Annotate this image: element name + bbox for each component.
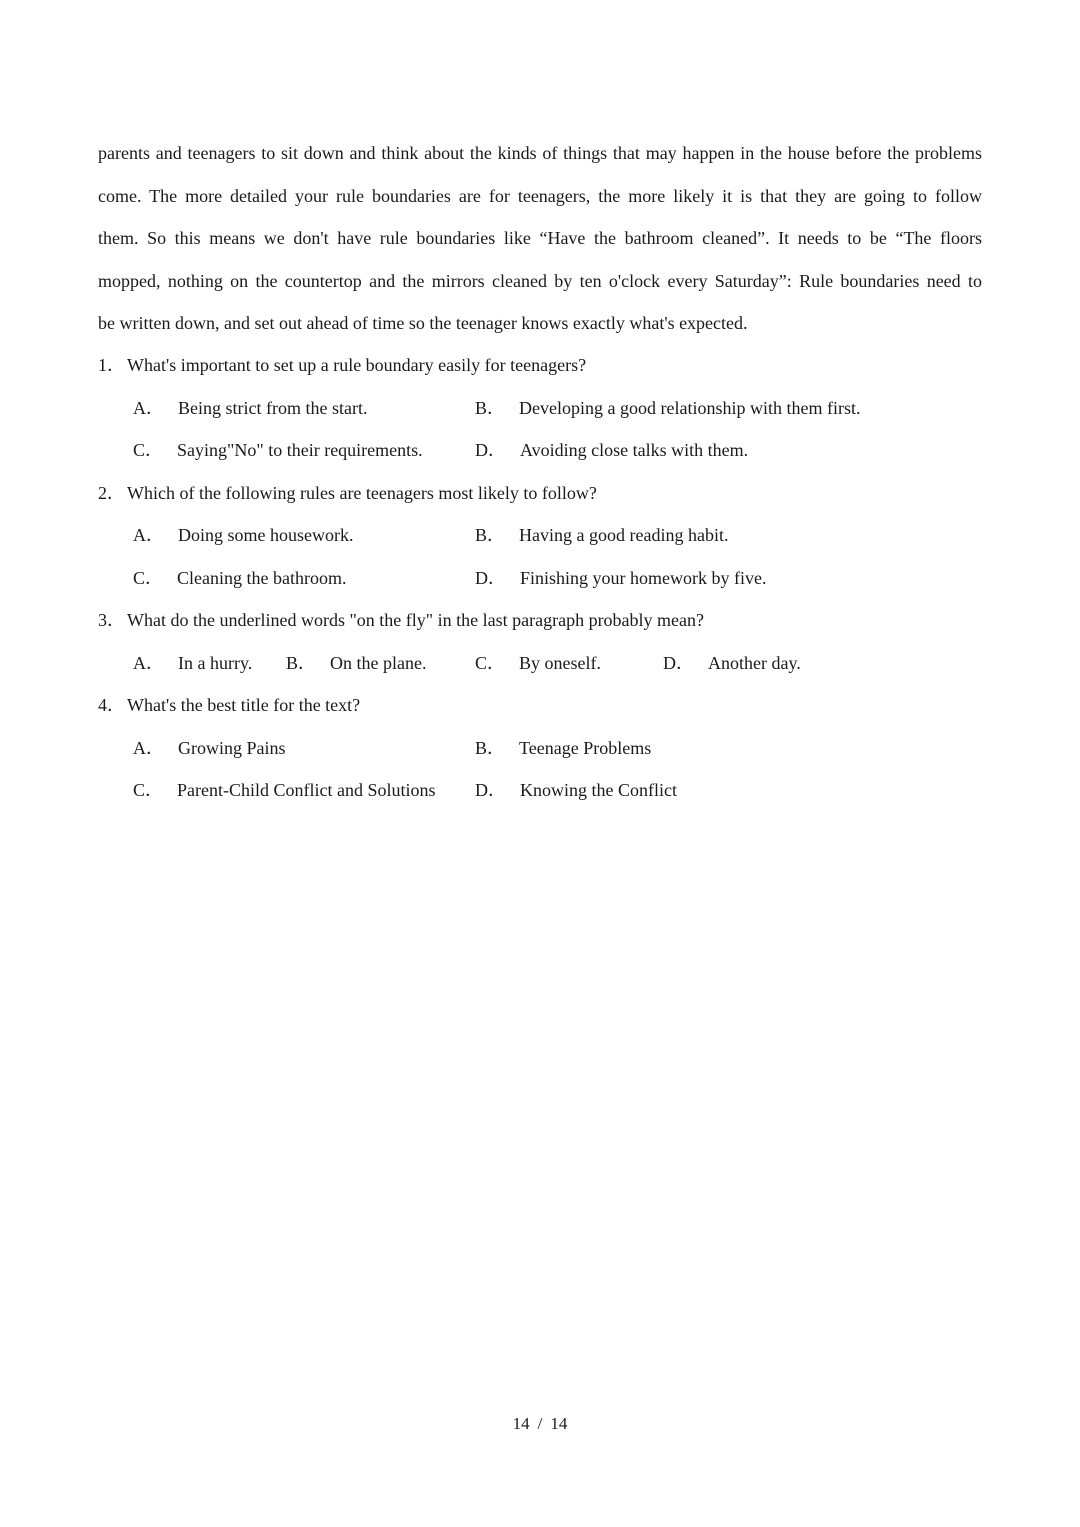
- option-d[interactable]: D． Avoiding close talks with them.: [475, 440, 749, 460]
- question-list: [98, 344, 982, 812]
- question-1-options-row-1: [98, 387, 982, 430]
- passage-line: come. The more detailed your rule boundaries are for teenagers, the more likely it is that they are going to follow: [98, 185, 982, 206]
- option-c[interactable]: C． Cleaning the bathroom.: [133, 567, 347, 588]
- option-b[interactable]: B． Teenage Problems: [475, 737, 652, 758]
- passage-line: be written down, and set out ahead of time so the teenager knows exactly what's expected.: [98, 313, 748, 333]
- reading-passage: [98, 132, 982, 345]
- option-a[interactable]: A． Doing some housework.: [133, 525, 354, 545]
- question-text: What do the underlined words "on the fly" in the last paragraph probably mean?: [127, 610, 705, 630]
- question-2-options-row-2: [98, 557, 982, 600]
- option-b[interactable]: B． Developing a good relationship with them first.: [475, 397, 861, 418]
- question-text: Which of the following rules are teenagers most likely to follow?: [127, 482, 597, 503]
- page-separator: /: [537, 1414, 543, 1433]
- option-c[interactable]: C． Parent-Child Conflict and Solutions: [133, 780, 436, 800]
- question-3-options-row: [98, 642, 982, 685]
- question-4-options-row-1: [98, 727, 982, 770]
- option-b[interactable]: B． Having a good reading habit.: [475, 525, 729, 545]
- page-number: [0, 1412, 1080, 1436]
- question-number: 4．: [98, 695, 125, 715]
- option-d[interactable]: D． Finishing your homework by five.: [475, 567, 767, 588]
- passage-line: them. So this means we don't have rule boundaries like “Have the bathroom cleaned”. It needs to be “The floors: [98, 228, 982, 248]
- option-a[interactable]: A． Growing Pains: [133, 737, 286, 758]
- option-c[interactable]: C． By oneself.: [475, 652, 601, 673]
- passage-line: mopped, nothing on the countertop and the mirrors cleaned by ten o'clock every Saturday”: Rule boundaries need to: [98, 270, 982, 291]
- passage-line: parents and teenagers to sit down and think about the kinds of things that may happen in the house before the problems: [98, 143, 982, 163]
- option-d[interactable]: D． Another day.: [663, 652, 801, 673]
- option-d[interactable]: D． Knowing the Conflict: [475, 780, 677, 800]
- option-a[interactable]: A． Being strict from the start.: [133, 397, 368, 418]
- question-number: 3．: [98, 610, 125, 630]
- question-3-stem: [98, 599, 982, 642]
- question-number: 1．: [98, 355, 125, 375]
- question-4-options-row-2: [98, 769, 982, 812]
- question-1-options-row-2: [98, 429, 982, 472]
- question-number: 2．: [98, 482, 125, 503]
- option-c[interactable]: C． Saying"No" to their requirements.: [133, 440, 423, 460]
- current-page: 14: [512, 1414, 530, 1433]
- question-4-stem: [98, 684, 982, 727]
- question-1-stem: [98, 344, 982, 387]
- question-text: What's important to set up a rule boundary easily for teenagers?: [127, 355, 587, 375]
- question-2-stem: [98, 472, 982, 515]
- question-text: What's the best title for the text?: [127, 695, 361, 715]
- option-a[interactable]: A． In a hurry.: [133, 652, 253, 673]
- question-2-options-row-1: [98, 514, 982, 557]
- option-b[interactable]: B． On the plane.: [286, 652, 427, 673]
- total-pages: 14: [550, 1414, 568, 1433]
